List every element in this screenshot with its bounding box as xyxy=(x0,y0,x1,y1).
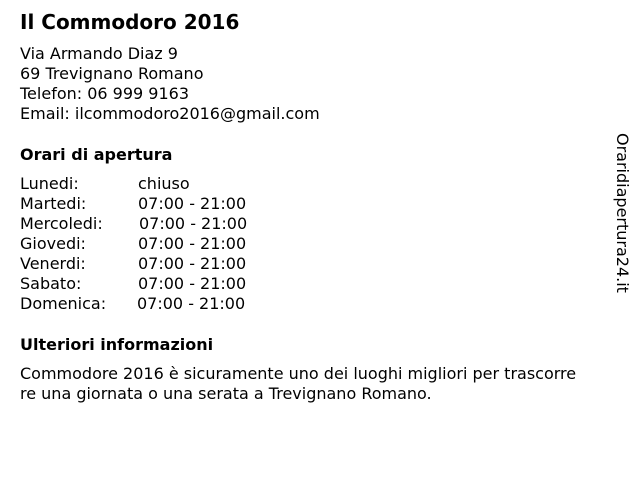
additional-info-heading: Ulteriori informazioni xyxy=(20,335,214,354)
business-name: Il Commodoro 2016 xyxy=(20,10,240,34)
day-label: Domenica: xyxy=(20,294,107,313)
info-text-line: re una giornata o una serata a Trevignano Romano. xyxy=(20,384,432,403)
day-label: Mercoledi: xyxy=(20,214,103,233)
day-label: Lunedi: xyxy=(20,174,79,193)
day-label: Giovedi: xyxy=(20,234,86,253)
watermark-text: Oraridiapertura24.it xyxy=(613,133,632,293)
time-value: 07:00 - 21:00 xyxy=(138,194,247,213)
day-label: Venerdi: xyxy=(20,254,86,273)
time-value: chiuso xyxy=(138,174,190,193)
day-label: Martedi: xyxy=(20,194,87,213)
time-value: 07:00 - 21:00 xyxy=(138,274,247,293)
email-address: Email: ilcommodoro2016@gmail.com xyxy=(20,104,320,123)
phone-number: Telefon: 06 999 9163 xyxy=(20,84,190,103)
street-address: Via Armando Diaz 9 xyxy=(20,44,178,63)
opening-hours-heading: Orari di apertura xyxy=(20,145,173,164)
address-block xyxy=(20,44,320,124)
info-text-line: Commodore 2016 è sicuramente uno dei luoghi migliori per trascorre xyxy=(20,364,577,383)
city-address: 69 Trevignano Romano xyxy=(20,64,204,83)
day-label: Sabato: xyxy=(20,274,82,293)
time-value: 07:00 - 21:00 xyxy=(138,234,247,253)
time-value: 07:00 - 21:00 xyxy=(139,214,248,233)
time-value: 07:00 - 21:00 xyxy=(138,254,247,273)
time-value: 07:00 - 21:00 xyxy=(137,294,246,313)
site-watermark xyxy=(610,133,634,308)
additional-info-text xyxy=(20,364,630,404)
